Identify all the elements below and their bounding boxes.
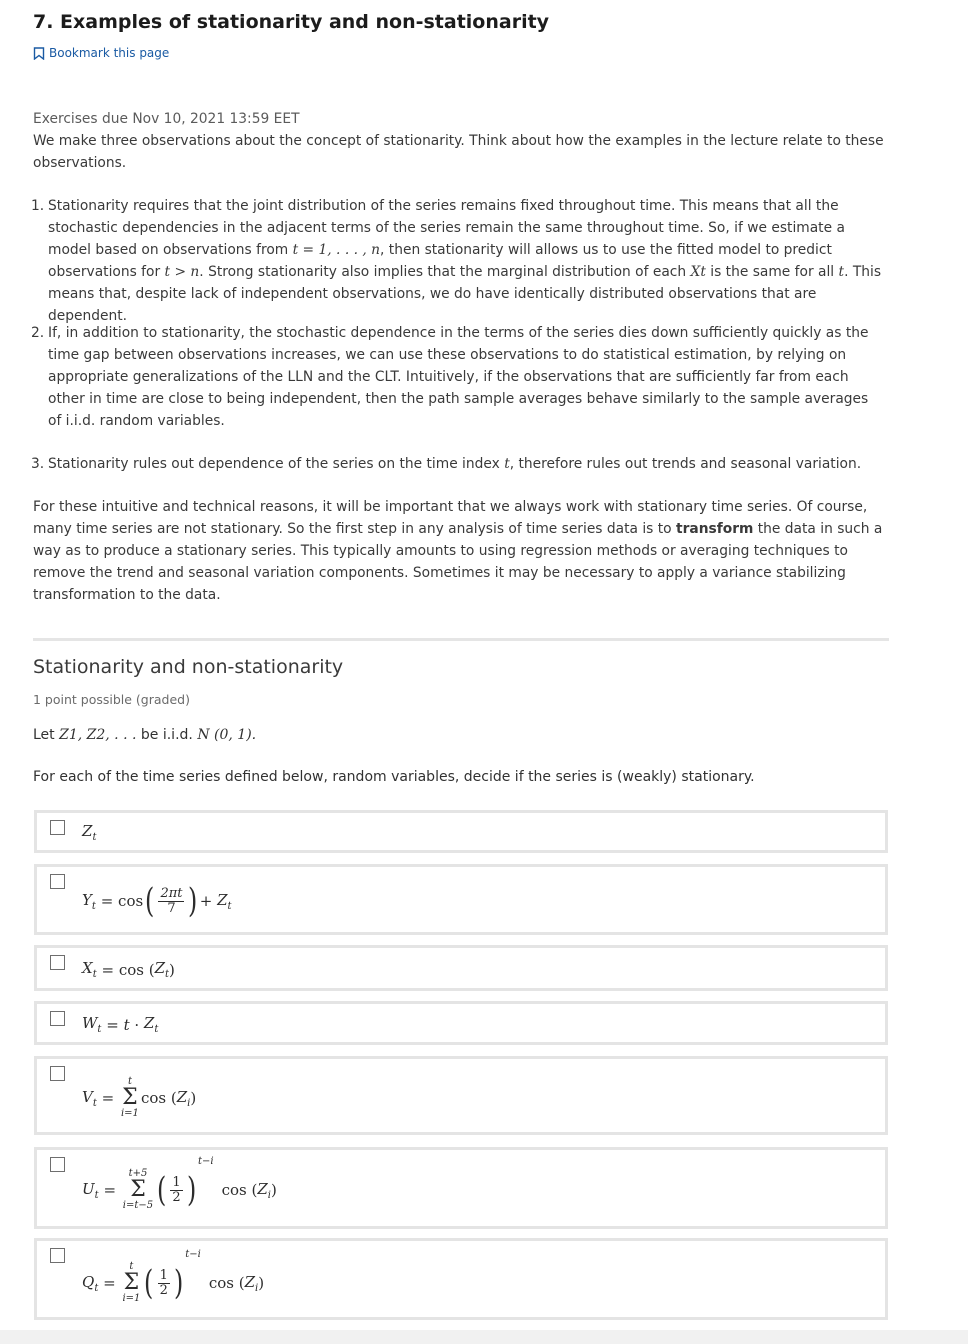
choice-checkbox[interactable]: [50, 1066, 65, 1081]
observation-item: 3. Stationarity rules out dependence of the series on the time index t, therefore rules out trends and seasonal variation.: [31, 456, 862, 472]
choice-checkbox[interactable]: [50, 955, 65, 970]
problem-statement: Let Z1, Z2, . . . be i.i.d. N (0, 1).: [33, 727, 257, 743]
points-possible: 1 point possible (graded): [33, 692, 190, 707]
choice-checkbox[interactable]: [50, 874, 65, 889]
choice-formula: $Y_t$ = cos ( $\frac{2\pi t}{7}$ ) + $Z_t$: [82, 881, 232, 921]
choice-y[interactable]: [34, 864, 888, 935]
bookmark-button[interactable]: [33, 46, 169, 60]
page-footer-strip: [0, 1330, 968, 1344]
choice-formula: $X_t$ = cos ( $Z_t$ ): [82, 959, 175, 980]
choice-checkbox[interactable]: [50, 1248, 65, 1263]
section-divider: [33, 638, 889, 641]
observation-item: 2. If, in addition to stationarity, the stochastic dependence in the terms of the series dies down sufficiently quickly as the time gap between observations increases, we can use these observations to do statistical estimation, by relying on appropriate generalizations of the LLN and the CLT. Intuitively, if the observations that are sufficiently far from each other in time are close to being independent, then the path sample averages behave similarly to the sample averages of i.i.d. random variables.: [31, 325, 869, 429]
choice-q[interactable]: [34, 1238, 888, 1320]
choice-checkbox[interactable]: [50, 1157, 65, 1172]
problem-instructions: For each of the time series defined below, random variables, decide if the series is (weakly) stationary.: [33, 769, 755, 785]
intro-text: We make three observations about the concept of stationarity. Think about how the examples in the lecture relate to these observations.: [33, 133, 884, 171]
observation-item: 1. Stationarity requires that the joint distribution of the series remains fixed throughout time. This means that all the stochastic dependencies in the adjacent terms of the series remain the same throughout time. So, if we estimate a model based on observations from t = 1, . . . , n, then stationarity will allows us to use the fitted model to predict observations for t > n. Strong stationarity also implies that the marginal distribution of each Xt is the same for all t. This means that, despite lack of independent observations, we do have identically distributed observations that are dependent.: [31, 198, 882, 324]
outro-text: For these intuitive and technical reasons, it will be important that we always work with stationary time series. Of course, many time series are not stationary. So the first step in any analysis of time series data is to transform the data in such a way as to produce a stationary series. This typically amounts to using regression methods or averaging techniques to remove the trend and seasonal variation components. Sometimes it may be necessary to apply a variance stabilizing transformation to the data.: [33, 499, 883, 603]
choice-v[interactable]: [34, 1056, 888, 1135]
bookmark-icon: [33, 47, 45, 60]
choice-w[interactable]: [34, 1001, 888, 1045]
choice-formula: $Z_t$: [82, 822, 97, 843]
choice-formula: $U_t$ = t+5 Σ i=t−5 ( $\frac{1}{2}$ ) t−i cos ( $Z_i$ ): [82, 1156, 277, 1211]
choice-u[interactable]: [34, 1147, 888, 1229]
choice-formula: $V_t$ = t Σ i=1 cos ( $Z_i$ ): [82, 1076, 197, 1119]
choice-checkbox[interactable]: [50, 820, 65, 835]
choice-x[interactable]: [34, 945, 888, 991]
choice-formula: $Q_t$ = t Σ i=1 ( $\frac{1}{2}$ ) t−i cos ( $Z_i$ ): [82, 1249, 265, 1304]
page-title: 7. Examples of stationarity and non-stationarity: [33, 11, 550, 33]
choice-checkbox[interactable]: [50, 1011, 65, 1026]
choice-z[interactable]: [34, 810, 888, 853]
choice-formula: $W_t$ = t · $Z_t$: [82, 1014, 159, 1035]
problem-title: Stationarity and non-stationarity: [33, 656, 344, 678]
due-date: Exercises due Nov 10, 2021 13:59 EET: [33, 111, 300, 127]
bookmark-label: Bookmark this page: [49, 46, 170, 60]
